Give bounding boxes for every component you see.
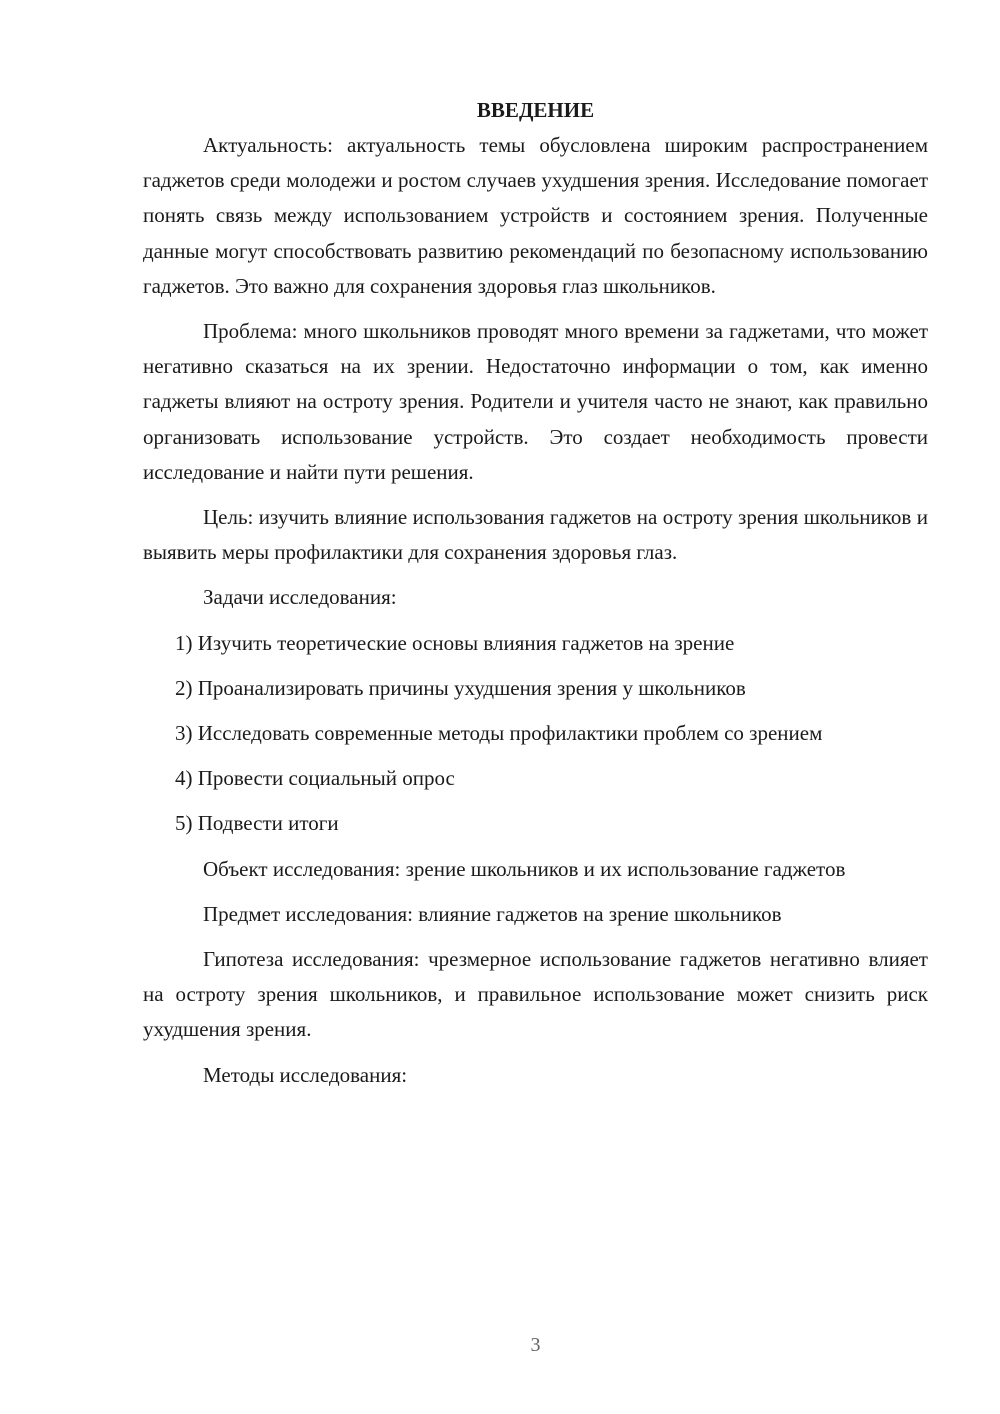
task-item-2: 2) Проанализировать причины ухудшения зрения у школьников [175, 675, 746, 700]
page-number: 3 [530, 1334, 541, 1356]
paragraph-object: Объект исследования: зрение школьников и их использование гаджетов [203, 856, 846, 881]
paragraph-problem: Проблема: много школьников проводят много времени за гаджетами, что может негативно сказаться на их зрении. Недостаточно информации о том, как именно гаджеты влияют на остроту зрения. Родители и учителя часто не знают, как правильно организовать использование устройств. Это создает необходимость провести исследование и найти пути решения. [143, 319, 928, 484]
page-content [143, 93, 928, 1093]
paragraph-relevance: Актуальность: актуальность темы обусловлена широким распространением гаджетов среди молодежи и ростом случаев ухудшения зрения. Исследование помогает понять связь между использованием устройств и состоянием зрения. Полученные данные могут способствовать развитию рекомендаций по безопасному использованию гаджетов. Это важно для сохранения здоровья глаз школьников. [143, 133, 928, 298]
page-heading: ВВЕДЕНИЕ [476, 98, 595, 122]
task-item-5: 5) Подвести итоги [175, 811, 339, 836]
task-item-3: 3) Исследовать современные методы профилактики проблем со зрением [175, 721, 823, 746]
task-item-1: 1) Изучить теоретические основы влияния гаджетов на зрение [175, 630, 735, 655]
task-item-4: 4) Провести социальный опрос [175, 766, 455, 791]
paragraph-subject: Предмет исследования: влияние гаджетов на зрение школьников [203, 901, 782, 926]
paragraph-goal: Цель: изучить влияние использования гаджетов на остроту зрения школьников и выявить меры профилактики для сохранения здоровья глаз. [143, 505, 928, 565]
paragraph-methods: Методы исследования: [203, 1062, 408, 1087]
paragraph-hypothesis: Гипотеза исследования: чрезмерное использование гаджетов негативно влияет на остроту зрения школьников, и правильное использование может снизить риск ухудшения зрения. [143, 947, 928, 1042]
paragraph-tasks-title: Задачи исследования: [203, 585, 397, 610]
